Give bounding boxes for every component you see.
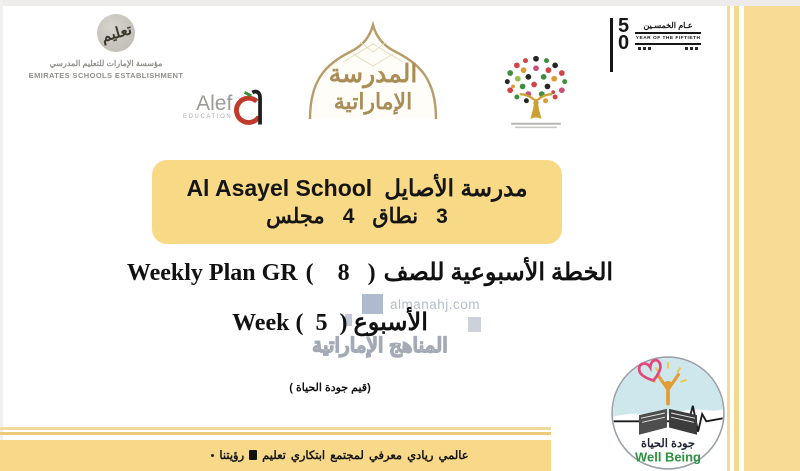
alef-wordmark: Alef: [196, 92, 233, 115]
ese-name-english: EMIRATES SCHOOLS ESTABLISHMENT: [28, 71, 184, 80]
vision-word: تعليم: [262, 450, 286, 462]
arch-text-line2: الإماراتية: [333, 89, 413, 114]
council-word: مجلس: [266, 205, 325, 228]
week-english: Week: [232, 310, 290, 336]
vision-word: عالمي: [438, 450, 469, 462]
page-edge-top: [0, 0, 800, 6]
school-title-box: [152, 160, 562, 244]
tree-foliage-icons: [505, 56, 567, 105]
vision-label: رؤيتنا: [219, 450, 245, 462]
year-of-fiftieth-logo: [610, 15, 708, 76]
school-name-arabic: مدرسة الأصايل: [384, 175, 528, 201]
alef-power-icon: [232, 88, 266, 130]
wellbeing-logo: [610, 355, 726, 471]
page-edge-left: [0, 0, 3, 471]
weekly-plan-arabic: الخطة الأسبوعية للصف: [383, 260, 614, 286]
council-zone-line: [266, 204, 448, 229]
watermark-artifact: [468, 317, 481, 332]
taleem-emblem-icon: تعليم: [97, 14, 135, 52]
weekly-plan-english: Weekly Plan GR: [126, 260, 298, 286]
tree-caption-line2: [515, 127, 557, 129]
watermark-site-text: almanahj.com: [390, 297, 481, 312]
footer-rule-top: [0, 427, 551, 430]
emirati-school-arch-logo: [298, 20, 448, 120]
vision-word: معرفي: [368, 450, 403, 462]
fiftieth-vertical-bar: [610, 18, 613, 72]
vision-logo-mark-icon: [249, 450, 257, 460]
emirates-schools-establishment-logo: [28, 12, 184, 84]
vision-bullet-icon: [211, 454, 214, 457]
fiftieth-title-english: YEAR OF THE FIFTIETH: [635, 34, 701, 45]
school-name-line: [186, 175, 527, 202]
vision-word: ريادي: [407, 450, 434, 462]
week-bracket: ( 5 ): [295, 310, 348, 336]
vision-statement: [130, 448, 550, 462]
fiftieth-digits: 5 0: [618, 15, 630, 54]
arch-text-line1: المدرسة: [328, 60, 418, 88]
watermark-name-outline: المناهج الإماراتية: [312, 335, 448, 357]
vision-word: ابتكاري: [290, 450, 326, 462]
weekly-plan-title: [120, 258, 620, 287]
zone-number: 3: [436, 205, 448, 228]
alef-education-logo: [183, 88, 275, 134]
week-arabic: الأسبوع: [353, 310, 428, 336]
tree-caption-line1: [511, 123, 561, 125]
council-number: 4: [342, 205, 355, 228]
tree-trunk: [530, 99, 541, 119]
knowledge-tree-logo: [494, 52, 578, 140]
footer-rule-bottom: [0, 432, 551, 435]
zone-word: نطاق: [372, 205, 419, 228]
life-quality-values-note: (قيم جودة الحياة ): [289, 382, 371, 394]
wellbeing-arabic: جودة الحياة: [641, 438, 695, 451]
vision-word: لمجتمع: [330, 450, 364, 462]
alef-subtitle: EDUCATION: [183, 114, 233, 120]
ese-name-arabic: مؤسسة الإمارات للتعليم المدرسي: [49, 59, 163, 68]
gold-stripe-medium: [734, 6, 739, 471]
wellbeing-english: Well Being: [635, 449, 701, 465]
gold-stripe-thin: [727, 6, 730, 471]
fiftieth-footnote-marks: [635, 45, 701, 50]
gold-side-band: [744, 6, 800, 471]
grade-bracket: ( 8 ): [305, 260, 376, 286]
school-name-english: Al Asayel School: [186, 175, 373, 201]
fiftieth-title-arabic: عـام الخمسـين: [635, 21, 701, 34]
